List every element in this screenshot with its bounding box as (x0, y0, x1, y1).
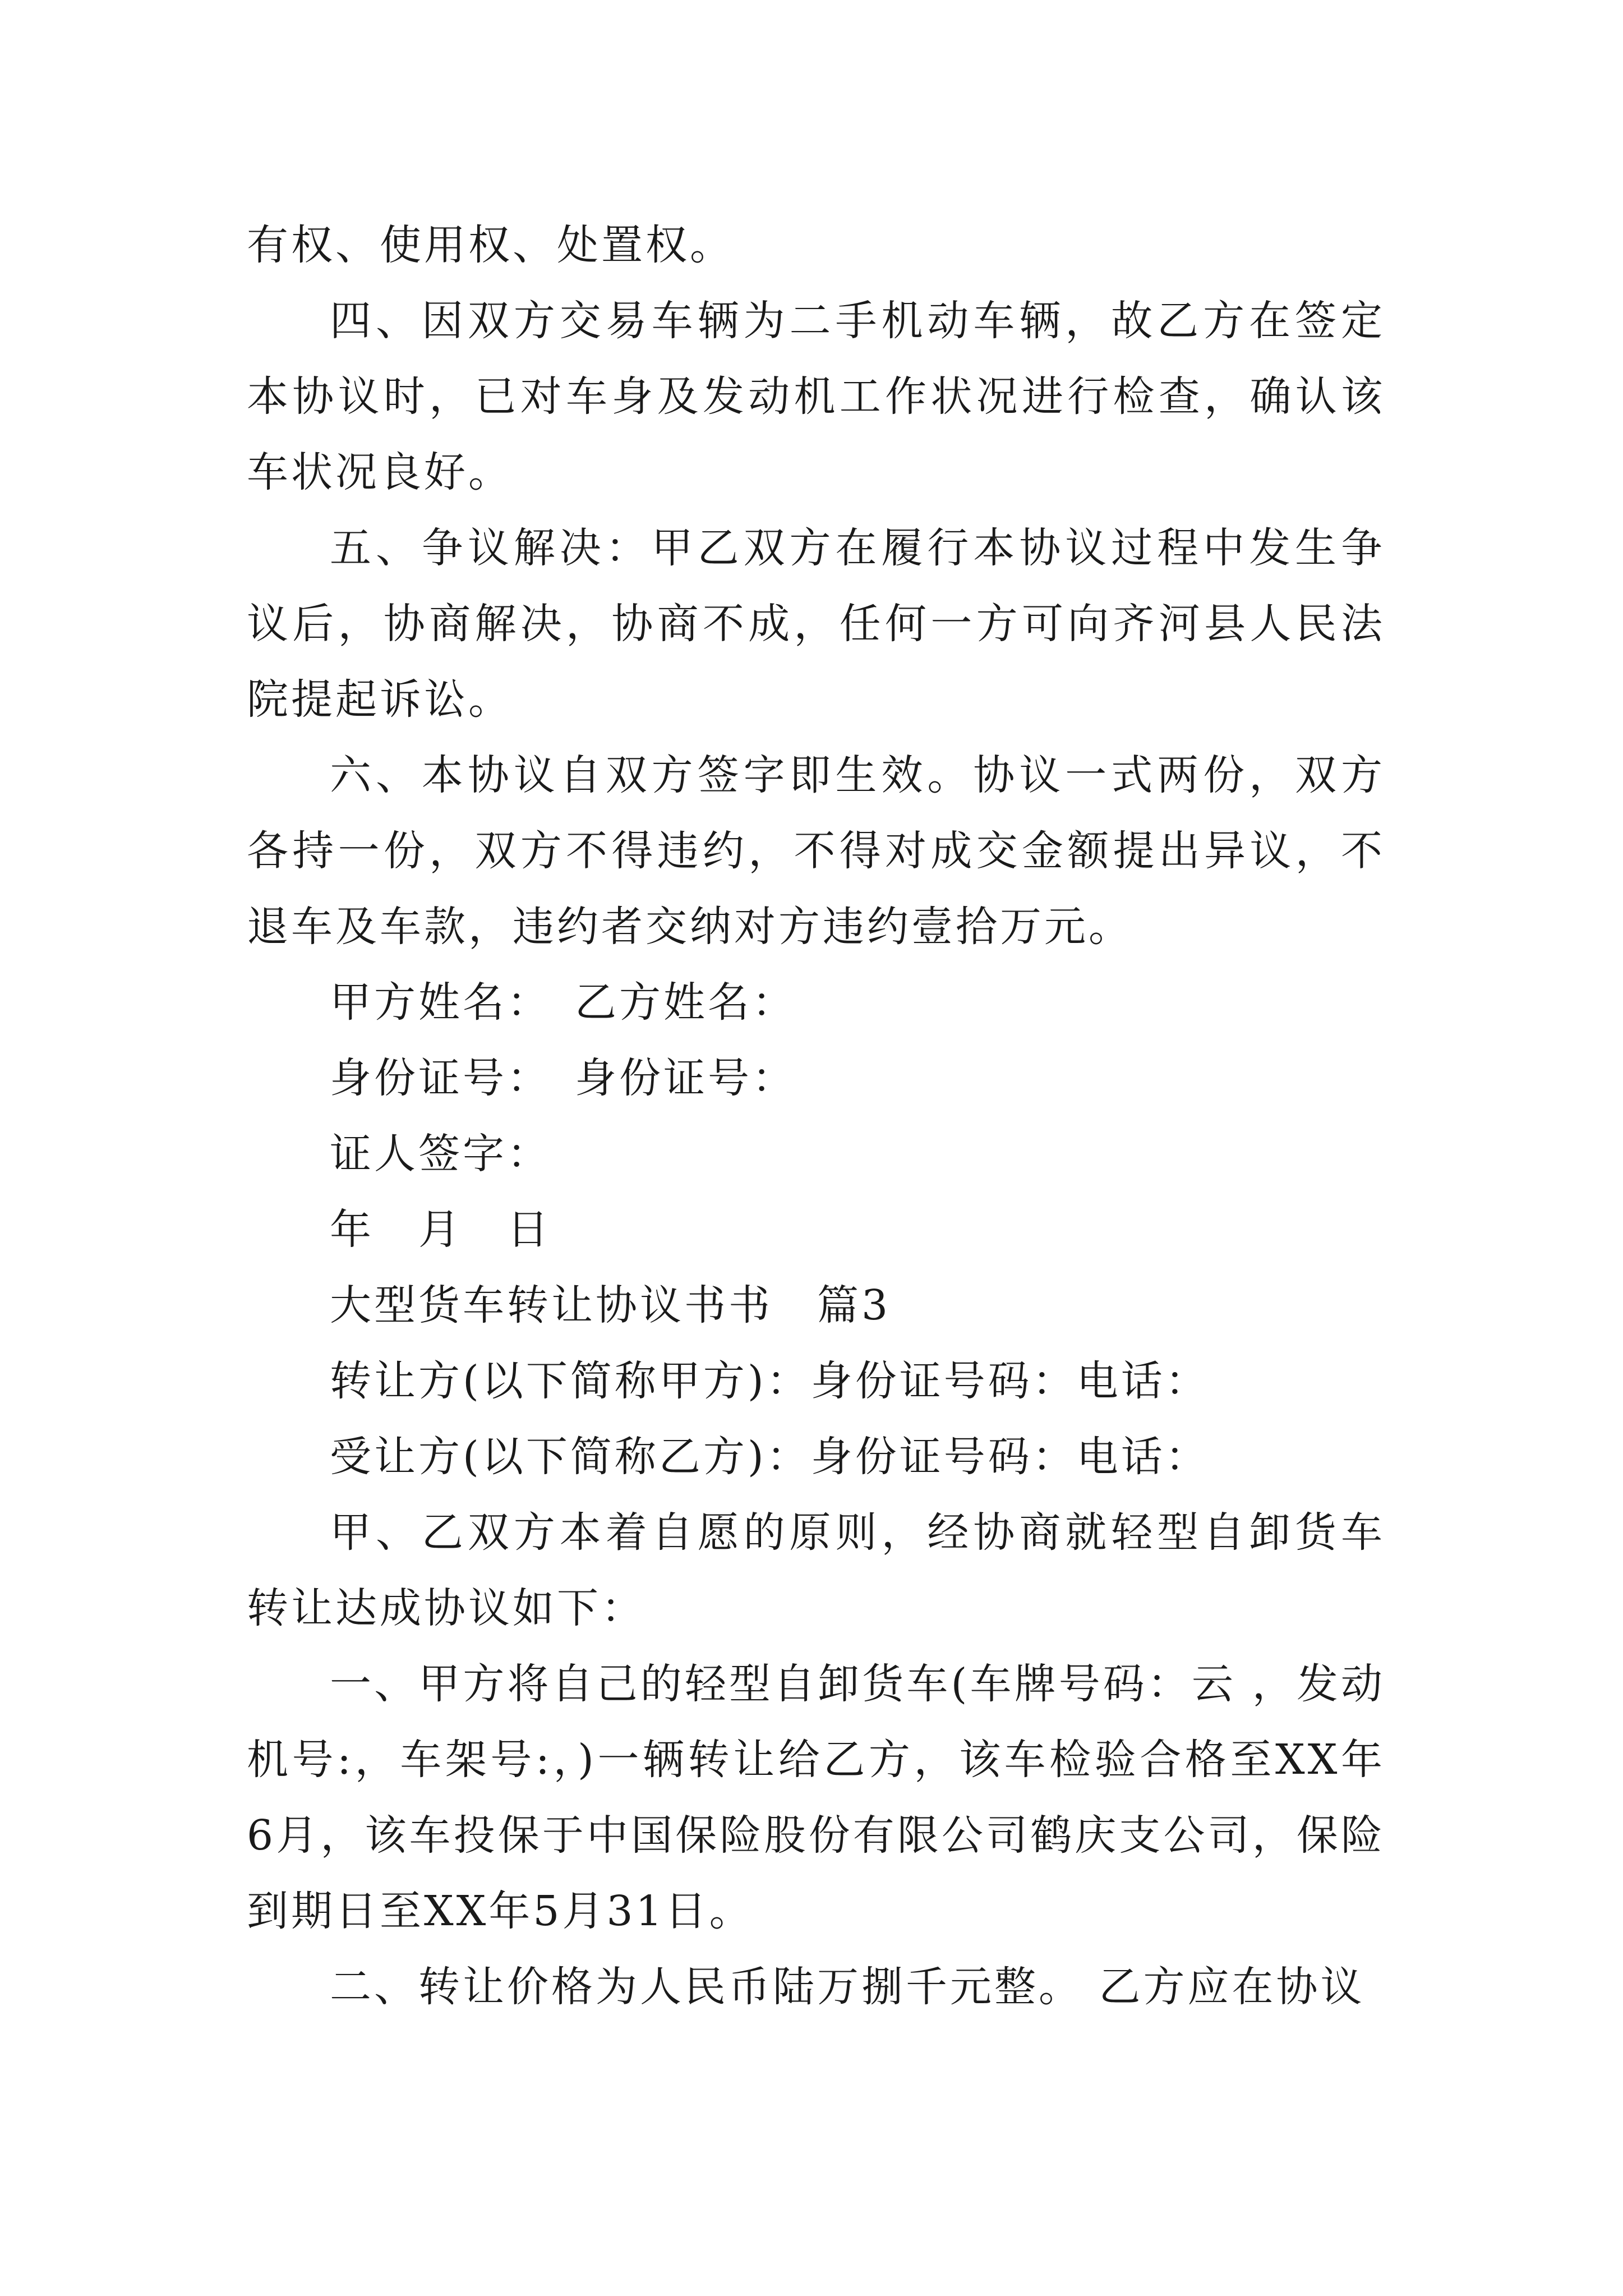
paragraph-clause-4: 四、因双方交易车辆为二手机动车辆，故乙方在签定本协议时，已对车身及发动机工作状况进行检查，确认该车状况良好。 (247, 297, 1385, 496)
paragraph-ownership-rights: 有权、使用权、处置权。 (247, 221, 734, 269)
witness-signature-line: 证人签字： (330, 1130, 551, 1178)
paragraph-article-1: 一、甲方将自己的轻型自卸货车(车牌号码：云 ，发动机号:，车架号:，)一辆转让给乙方，该车检验合格至XX年6月，该车投保于中国保险股份有限公司鹤庆支公司，保险到期日至XX年5月31日。 (247, 1660, 1385, 1935)
paragraph-clause-6: 六、本协议自双方签字即生效。协议一式两份，双方各持一份，双方不得违约，不得对成交金额提出异议，不退车及车款，违约者交纳对方违约壹拾万元。 (247, 751, 1385, 951)
transferor-line: 转让方(以下简称甲方)：身份证号码：电话： (330, 1357, 1210, 1405)
document-body (247, 208, 1385, 2025)
transferee-line: 受让方(以下简称乙方)：身份证号码：电话： (330, 1433, 1210, 1481)
id-numbers-line: 身份证号： 身份证号： (330, 1054, 796, 1102)
paragraph-clause-5: 五、争议解决：甲乙双方在履行本协议过程中发生争议后，协商解决，协商不成，任何一方可向齐河县人民法院提起诉讼。 (247, 524, 1385, 724)
section-heading-3: 大型货车转让协议书书 篇3 (330, 1281, 891, 1329)
date-line: 年 月 日 (330, 1205, 551, 1254)
paragraph-article-2: 二、转让价格为人民币陆万捌千元整。 乙方应在协议 (330, 1963, 1365, 2011)
paragraph-agreement-intro: 甲、乙双方本着自愿的原则，经协商就轻型自卸货车转让达成协议如下： (247, 1508, 1385, 1632)
party-names-line: 甲方姓名： 乙方姓名： (330, 978, 796, 1027)
